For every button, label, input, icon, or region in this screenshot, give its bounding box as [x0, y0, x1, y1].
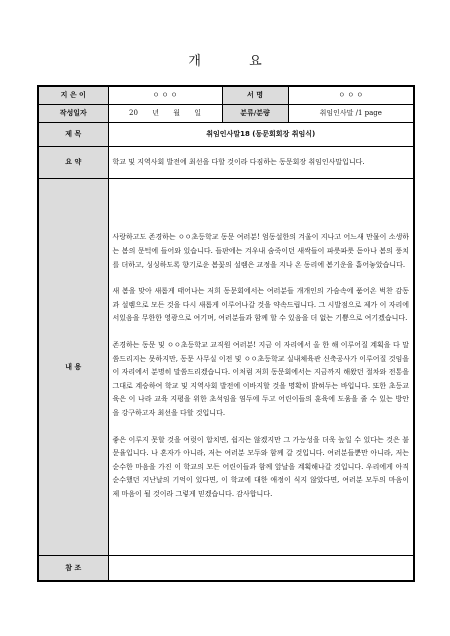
summary-value: 학교 및 지역사회 발전에 최선을 다할 것이라 다짐하는 동문회장 취임인사말입니다.	[108, 146, 414, 178]
date-value	[108, 104, 222, 122]
subject-value: 취임인사말18 (동문회회장 취임식)	[108, 122, 414, 146]
content-paragraph: 존경하는 동문 및 ㅇㅇ초등학교 교직원 여러분! 지금 이 자리에서 올 한 해 이루어질 계획을 다 말씀드리지는 못하지만, 동문 사무실 이전 및 ㅇㅇ초등학교 실내체육관 신축공사가 이루어질 것임을 이 자리에서 분명히 말씀드리겠습니다. 이처럼 저희 동문회에서는 지금까지 해왔던 절차와 전통을 그대로 계승하여 학교 및 지역사회 발전에 이바지할 것을 명확히 밝혀두는 바입니다. 또한 초등교육은 이 나라 교육 지평을 위한 초석임을 염두에 두고 어린이들의 훈육에 도움을 줄 수 있는 방안을 강구하고자 최선을 다할 것입니다.	[112, 341, 409, 417]
reference-label: 참 조	[38, 555, 108, 581]
signature-value: ㅇ ㅇ ㅇ	[288, 86, 414, 104]
category-label: 분류/분량	[222, 104, 288, 122]
date-day-unit: 일	[194, 109, 201, 117]
summary-label: 요 약	[38, 146, 108, 178]
content-paragraph: 좋은 이루지 못할 것을 여럿이 합치면, 쉽지는 않겠지만 그 가능성을 더욱 높일 수 있다는 것은 불문율입니다. 나 혼자가 아니라, 저는 여러분 모두와 함께 갈 것입니다. 여러분들뿐만 아니라, 저는 순수한 마음을 가진 이 학교의 모든 어린이들과 함께 앞날을 계획해나갈 것입니다. 우리에게 아직 순수했던 지난날의 기억이 있다면, 이 학교에 대한 애정이 식지 않았다면, 여러분 모두의 마음이 제 마음이 될 것이라 그렇게 믿겠습니다. 감사합니다.	[112, 435, 409, 498]
date-label: 작성일자	[38, 104, 108, 122]
page-title: 개 요	[188, 54, 284, 69]
author-value: ㅇ ㅇ ㅇ	[108, 86, 222, 104]
date-year: 20	[129, 109, 138, 117]
content-row	[38, 178, 414, 555]
summary-row	[38, 146, 414, 178]
signature-label: 서 명	[222, 86, 288, 104]
reference-row	[38, 555, 414, 581]
date-row	[38, 104, 414, 122]
document-form-table	[37, 85, 415, 582]
content-paragraph: 새 봄을 맞아 새롭게 태어나는 저희 동문회에서는 여러분들 개개인의 가슴속에 품어온 벅찬 감동과 설렘으로 모든 것을 다시 새롭게 이루어나갈 것을 약속드립니다. 그 시발점으로 제가 이 자리에 서있음을 무한한 영광으로 여기며, 여러분들과 함께 할 수 있음을 더 없는 기쁨으로 여기겠습니다.	[112, 287, 409, 323]
reference-value	[108, 555, 414, 581]
author-row	[38, 86, 414, 104]
content-paragraph: 사랑하고도 존경하는 ㅇㅇ초등학교 동문 여러분! 엄동설한의 겨울이 지나고 어느새 만물이 소생하는 봄의 문턱에 들어와 있습니다. 들판에는 겨우내 숨죽이던 새싹들이 파릇파릇 돋아나 봄의 풍치를 더하고, 싱싱하도록 향기로운 봄꽃의 설렘은 교정을 지나 온 동리에 봄기운을 흩어놓았습니다.	[112, 233, 409, 269]
subject-row	[38, 122, 414, 146]
category-value: 취임인사말 /1 page	[288, 104, 414, 122]
content-body	[108, 178, 414, 555]
subject-label: 제 목	[38, 122, 108, 146]
date-year-unit: 년	[152, 109, 159, 117]
author-label: 지 은 이	[38, 86, 108, 104]
content-label: 내 용	[38, 178, 108, 555]
date-month-unit: 월	[173, 109, 180, 117]
